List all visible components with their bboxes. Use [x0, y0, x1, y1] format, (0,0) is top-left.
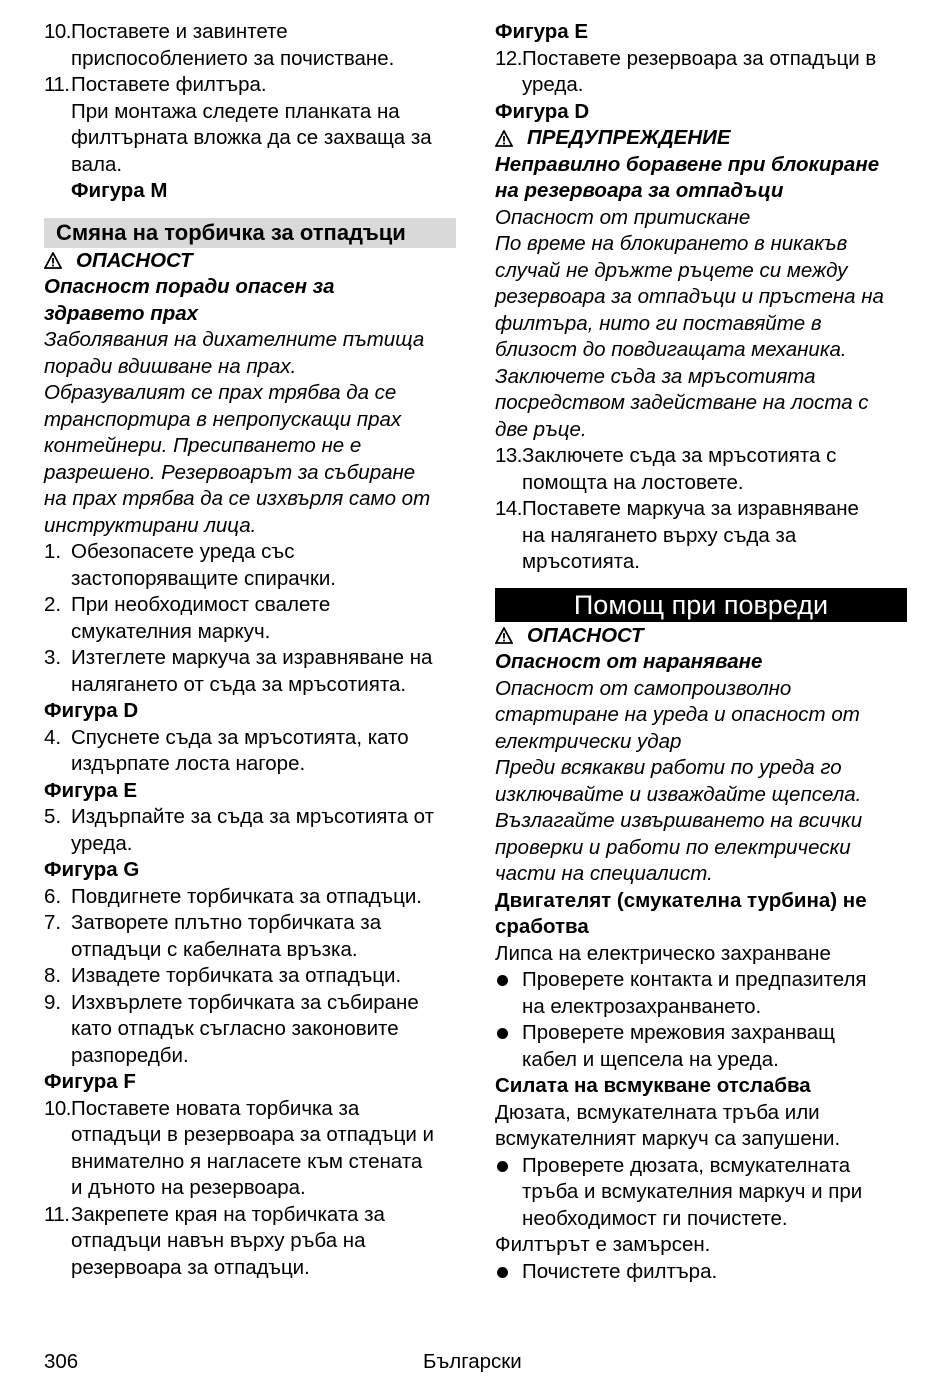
danger-text: стартиране на уреда и опасност от	[495, 703, 860, 726]
step-item	[44, 910, 456, 963]
remedy-text: на електрозахранването.	[522, 994, 762, 1018]
step-number: 13.	[495, 444, 522, 467]
danger-label	[44, 248, 456, 275]
remedy-text: необходимост ги почистете.	[522, 1206, 788, 1230]
danger-text: проверки и работи по електрически	[495, 835, 851, 859]
remedy-item	[495, 967, 907, 1020]
step-text: отпадъци с кабелната връзка.	[71, 937, 358, 961]
step-text: смукателния маркуч.	[71, 619, 271, 643]
danger-text: поради вдишване на прах.	[44, 354, 297, 378]
step-text: Спуснете съда за мръсотията, като	[71, 725, 409, 749]
step-item	[44, 963, 456, 990]
warning-text: резервоара за отпадъци и пръстена на	[495, 285, 884, 308]
danger-label-text: ОПАСНОСТ	[527, 623, 644, 647]
step-text: При необходимост свалете	[71, 593, 331, 616]
warning-text: филтъра, нито ги поставяйте в	[495, 311, 822, 335]
step-text: Поставете резервоара за отпадъци в	[522, 46, 877, 70]
step-number: 11.	[44, 1202, 70, 1226]
step-number: 8.	[44, 964, 62, 987]
bullet-dot-icon	[497, 1267, 508, 1278]
step-text: Поставете маркуча за изравняване	[522, 497, 859, 520]
step-text: разпоредби.	[71, 1043, 189, 1067]
remedy-text: кабел и щепсела на уреда.	[522, 1047, 779, 1071]
step-text: Поставете филтъра.	[71, 73, 267, 96]
remedy-item	[495, 1259, 907, 1286]
step-text: Повдигнете торбичката за отпадъци.	[71, 884, 422, 908]
step-item	[44, 592, 456, 645]
danger-text: Преди всякакви работи по уреда го	[495, 756, 842, 779]
step-text: Извадете торбичката за отпадъци.	[71, 964, 402, 987]
page-number: 306	[44, 1350, 79, 1373]
step-text: резервоара за отпадъци.	[71, 1255, 310, 1279]
step-number: 7.	[44, 911, 62, 934]
step-text: застопоряващите спирачки.	[71, 566, 336, 590]
step-number: 2.	[44, 593, 62, 616]
step-text: мръсотията.	[522, 550, 640, 573]
step-text: Обезопасете уреда със	[71, 540, 295, 563]
danger-heading: Опасност поради опасен за	[44, 275, 335, 298]
step-item	[44, 645, 456, 698]
step-number: 10.	[44, 20, 71, 43]
danger-text: транспортира в непропускащи прах	[44, 407, 402, 431]
danger-text: на прах трябва да се изхвърля само от	[44, 487, 431, 510]
bullet-dot-icon	[497, 1028, 508, 1039]
remedy-text: Проверете дюзата, всмукателната	[522, 1153, 851, 1177]
step-number: 3.	[44, 646, 62, 669]
step-text: като отпадък съгласно законовите	[71, 1017, 399, 1040]
step-item	[44, 990, 456, 1070]
step-text: филтърната вложка да се захваща за	[71, 126, 432, 149]
warning-heading: на резервоара за отпадъци	[495, 179, 784, 202]
danger-heading: здравето прах	[44, 301, 199, 325]
warning-heading: Неправилно боравене при блокиране	[495, 152, 880, 176]
step-item	[495, 46, 907, 99]
warning-text: Опасност от притискане	[495, 205, 751, 229]
step-text: вала.	[71, 152, 123, 176]
figure-reference: Фигура D	[44, 699, 139, 722]
step-item	[44, 804, 456, 857]
step-number: 9.	[44, 990, 62, 1014]
step-number: 10.	[44, 1096, 71, 1120]
warning-label	[495, 125, 907, 152]
step-number: 4.	[44, 725, 62, 749]
remedy-text: Проверете мрежовия захранващ	[522, 1021, 835, 1044]
fault-heading: сработва	[495, 915, 589, 938]
figure-reference: Фигура F	[44, 1070, 136, 1093]
step-text: Заключете съда за мръсотията с	[522, 444, 837, 467]
step-text: Изтеглете маркуча за изравняване на	[71, 646, 433, 669]
figure-reference: Фигура D	[495, 99, 590, 123]
step-item	[44, 72, 456, 178]
remedy-text: Проверете контакта и предпазителя	[522, 968, 867, 991]
fault-cause: всмукателният маркуч са запушени.	[495, 1127, 841, 1150]
step-item	[44, 19, 456, 72]
step-text: Поставете новата торбичка за	[71, 1096, 360, 1120]
step-text: внимателно я нагласете към стената	[71, 1149, 423, 1173]
figure-reference: Фигура E	[495, 20, 589, 43]
danger-text: контейнери. Пресипването не е	[44, 434, 362, 457]
step-item	[495, 496, 907, 576]
bullet-dot-icon	[497, 975, 508, 986]
step-text: издърпате лоста нагоре.	[71, 752, 306, 775]
step-text: на налягането върху съда за	[522, 523, 797, 547]
section-heading: Смяна на торбичка за отпадъци	[44, 218, 456, 248]
danger-text: изключвайте и изваждайте щепсела.	[495, 782, 862, 806]
right-column	[495, 19, 907, 1285]
step-text: Закрепете края на торбичката за	[71, 1202, 385, 1226]
danger-heading: Опасност от нараняване	[495, 650, 763, 673]
step-item	[495, 443, 907, 496]
danger-text: инструктирани лица.	[44, 513, 257, 537]
fault-heading: Силата на всмукване отслабва	[495, 1074, 811, 1097]
remedy-text: тръба и всмукателния маркуч и при	[522, 1180, 863, 1203]
step-item	[44, 1096, 456, 1202]
warning-text: две ръце.	[495, 417, 587, 441]
fault-cause: Липса на електрическо захранване	[495, 941, 831, 965]
step-text: Затворете плътно торбичката за	[71, 911, 382, 934]
warning-text: случай не дръжте ръцете си между	[495, 258, 848, 282]
figure-reference: Фигура M	[71, 179, 168, 202]
step-number: 12.	[495, 46, 522, 70]
step-number: 1.	[44, 540, 62, 563]
left-column	[44, 19, 456, 1281]
danger-text: разрешено. Резервоарът за събиране	[44, 460, 416, 484]
step-text: и дъното на резервоара.	[71, 1176, 306, 1199]
warning-triangle-icon	[495, 627, 513, 644]
step-number: 14.	[495, 497, 522, 520]
danger-text: Заболявания на дихателните пътища	[44, 328, 425, 351]
step-item	[44, 1202, 456, 1282]
fault-cause: Дюзата, всмукателната тръба или	[495, 1100, 820, 1124]
danger-text: части на специалист.	[495, 862, 713, 885]
step-number: 6.	[44, 884, 62, 908]
step-text: Издърпайте за съда за мръсотията от	[71, 805, 435, 828]
chapter-heading: Помощ при повреди	[495, 588, 907, 622]
step-text: налягането от съда за мръсотията.	[71, 672, 407, 696]
step-text: отпадъци навън върху ръба на	[71, 1229, 366, 1252]
remedy-item	[495, 1020, 907, 1073]
warning-text: По време на блокирането в никакъв	[495, 232, 848, 255]
danger-label	[495, 623, 907, 650]
language-label: Български	[423, 1350, 522, 1373]
warning-text: посредством задействане на лоста с	[495, 391, 869, 414]
danger-label-text: ОПАСНОСТ	[76, 248, 193, 272]
figure-reference: Фигура G	[44, 858, 140, 881]
danger-text: Образувалият се прах трябва да се	[44, 381, 397, 404]
warning-triangle-icon	[44, 252, 62, 269]
danger-text: Възлагайте извършването на всички	[495, 809, 863, 832]
step-text: уреда.	[71, 831, 133, 855]
danger-text: електрически удар	[495, 729, 682, 753]
step-number: 5.	[44, 805, 62, 828]
fault-cause: Филтърът е замърсен.	[495, 1233, 711, 1256]
step-text: При монтажа следете планката на	[71, 99, 400, 123]
step-text: уреда.	[522, 73, 584, 96]
step-number: 11.	[44, 73, 70, 96]
remedy-item	[495, 1153, 907, 1233]
step-text: Изхвърлете торбичката за събиране	[71, 990, 419, 1014]
danger-text: Опасност от самопроизволно	[495, 676, 792, 700]
step-text: помощта на лостовете.	[522, 470, 744, 494]
warning-text: близост до повдигащата механика.	[495, 338, 847, 361]
remedy-text: Почистете филтъра.	[522, 1259, 718, 1283]
step-text: Поставете и завинтете	[71, 20, 288, 43]
warning-text: Заключете съда за мръсотията	[495, 364, 816, 388]
warning-triangle-icon	[495, 130, 513, 147]
step-item	[44, 884, 456, 911]
warning-label-text: ПРЕДУПРЕЖДЕНИЕ	[527, 126, 731, 149]
step-item	[44, 539, 456, 592]
step-text: отпадъци в резервоара за отпадъци и	[71, 1123, 434, 1146]
step-text: приспособлението за почистване.	[71, 46, 395, 70]
step-item	[44, 725, 456, 778]
figure-reference: Фигура E	[44, 778, 138, 802]
bullet-dot-icon	[497, 1161, 508, 1172]
fault-heading: Двигателят (смукателна турбина) не	[495, 888, 867, 912]
